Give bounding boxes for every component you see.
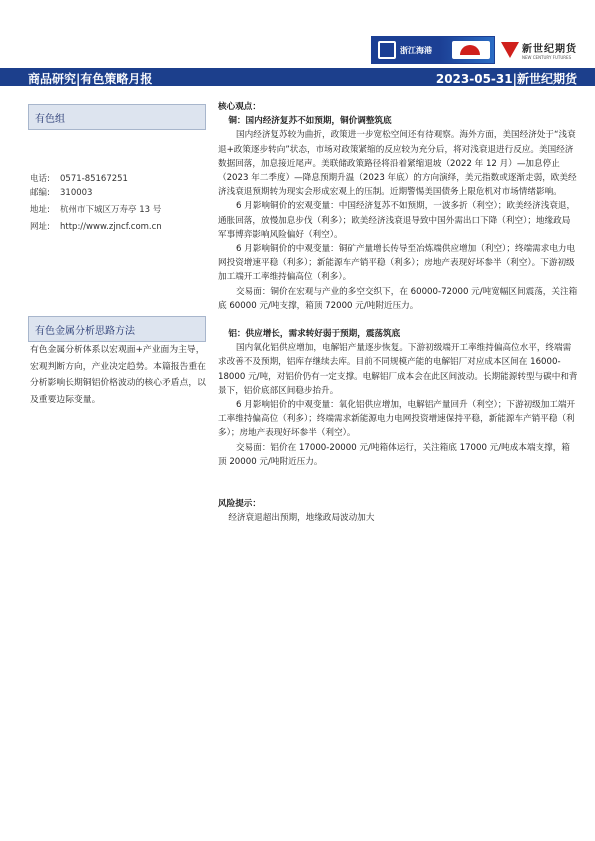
header-logos [371,36,577,64]
report-type-title: 商品研究|有色策略月报 [28,72,153,86]
group-label: 有色组 [35,114,65,125]
risk-heading: 风险提示： [218,499,261,510]
group-label-box [28,104,206,130]
main-content [218,100,578,525]
report-date-title: 2023-05-31|新世纪期货 [435,72,577,86]
core-view-heading: 核心观点： [218,102,261,112]
aluminium-paragraph-3: 交易面：铝价在 17000-20000 元/吨箱体运行，关注箱底 17000 元/吨成本端支撑，箱顶 20000 元/吨附近压力。 [218,442,570,467]
contact-address: 地址: 杭州市下城区万寿亭 13 号 [30,205,162,215]
copper-paragraph-2: 6 月影响铜价的宏观变量：中国经济复苏不如预期，一波多折（利空）；欧美经济浅衰退，通胀回落，放慢加息步伐（利多）；欧美经济浅衰退导致中国外需出口下降（利空）；地缘政局军事博弈影响风险偏好（利空）。 [218,201,576,240]
copper-paragraph-1: 国内经济复苏较为曲折，政策进一步宽松空间还有待观察。海外方面，美国经济处于“浅衰退+政策逐步转向”状态，市场对政策紧缩的反应较为充分后，将对浅衰退进行反应。美国经济数据回落，加息接近尾声。美联储政策路径将沿着紧缩退坡（2022 年 12 月）—加息停止（2023 年二季度）—降息预期升温（2023 年底）的方向演绎，美元指数或逐渐走弱，欧美经济浅衰退预期转为现实会形成宏观上的压制。近期警惕美国债务上限危机对市场情绪影响。 [218,130,577,198]
zhejiang-port-logo [371,36,495,64]
new-century-futures-logo [501,40,577,60]
xsj-logo-cn: 新世纪期货 [522,44,577,55]
aluminium-paragraph-2: 6 月影响铝价的中观变量：氧化铝供应增加，电解铝产量回升（利空）；下游初级加工端开工率维持偏高位（利多）；终端需求新能源电力电网投资增速保持平稳，新能源车产销平稳（利多）；房地产表现好坏参半（利空）。 [218,400,576,439]
aluminium-heading: 铝：供应增长，需求转好弱于预期，震荡筑底 [228,329,401,340]
copper-paragraph-3: 6 月影响铜价的中观变量：铜矿产量增长传导至冶炼端供应增加（利空）；终端需求电力电网投资增速平稳（利多）；新能源车产销平稳（利多）；房地产表现好坏参半（利空）。下游初级加工端开工率维持偏高位（利多）。 [218,244,576,283]
aluminium-paragraph-1: 国内氧化铝供应增加，电解铝产量逐步恢复。下游初级端开工率维持偏高位水平，终端需求改善不及预期，铝库存继续去库。目前不同规模产能的电解铝厂对应成本区间在 16000-18000 元/吨，对铝价仍有一定支撑。电解铝厂成本会在此区间波动。长期能源转型与碳中和背景下，铝价底部区间稳步抬升。 [218,343,578,396]
method-text: 有色金属分析体系以宏观面+产业面为主导，宏观判断方向，产业决定趋势。本篇报告重在分析影响长期铜铝价格波动的核心矛盾点，以及重要边际变量。 [30,345,206,405]
wave-icon [378,41,396,59]
red-sun-icon [452,41,490,59]
contact-website: 网址: http://www.zjncf.com.cn [30,222,162,232]
xsj-logo-en: NEW CENTURY FUTURES [522,55,572,60]
title-bar [0,68,595,86]
risk-text: 经济衰退超出预期，地缘政局波动加大 [228,513,375,524]
contact-phone: 电话: 0571-85167251 [30,174,128,184]
copper-paragraph-4: 交易面：铜价在宏观与产业的多空交织下，在 60000-72000 元/吨宽幅区间震荡，关注箱底 60000 元/吨支撑，箱顶 72000 元/吨附近压力。 [218,286,578,311]
zhejiang-logo-text: 浙江海港 [400,45,432,55]
method-label-box [28,316,206,342]
method-label: 有色金属分析思路方法 [35,326,135,337]
copper-heading: 铜：国内经济复苏不如预期，铜价调整筑底 [228,116,392,127]
triangle-logo-icon [501,42,519,58]
contact-zip: 邮编: 310003 [30,188,93,198]
